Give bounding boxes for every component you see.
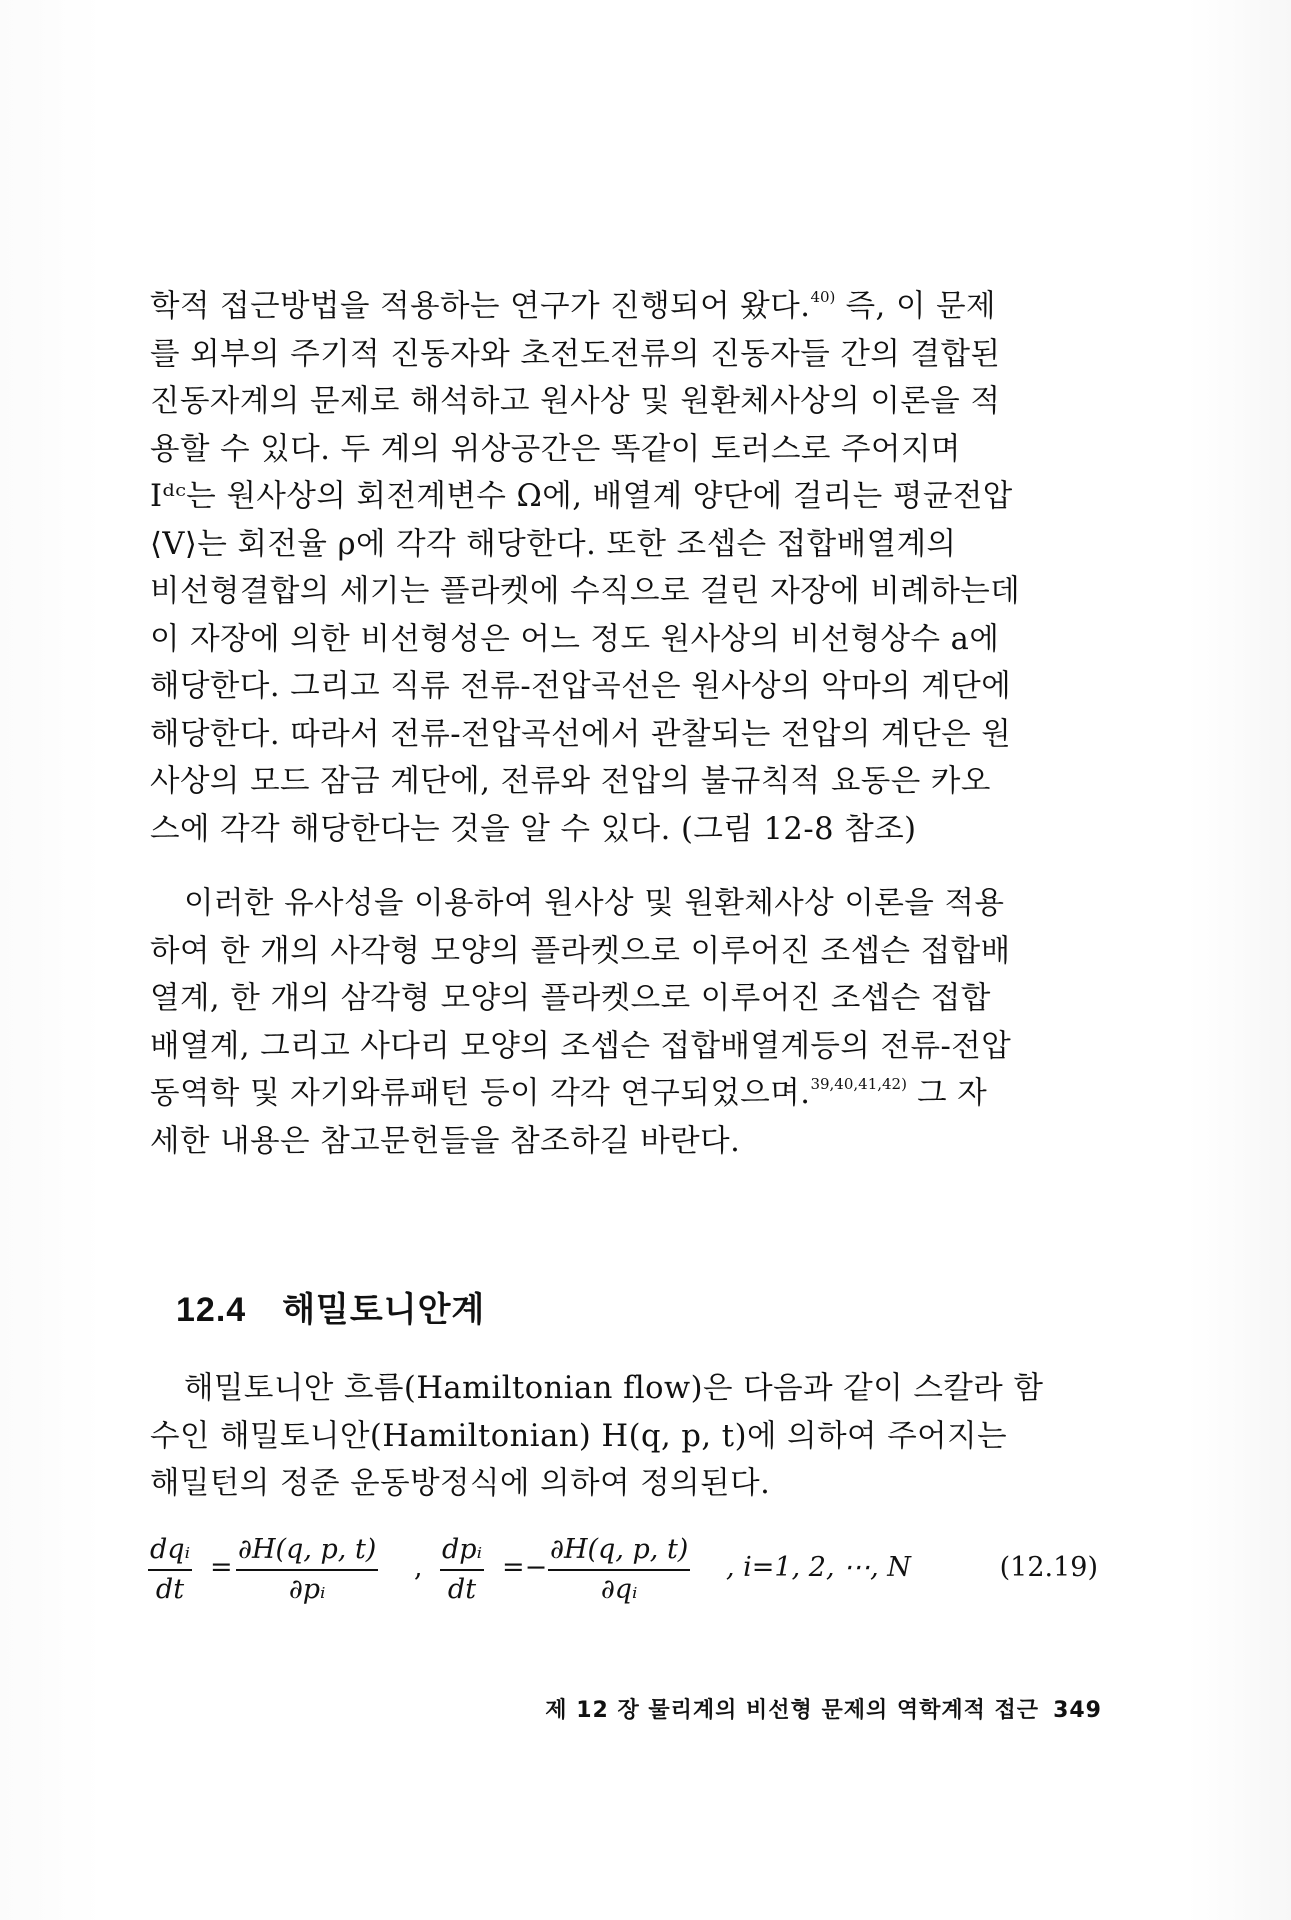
fraction-denominator: dt <box>155 1574 185 1605</box>
running-footer-title: 제 12 장 물리계의 비선형 문제의 역학계적 접근 <box>545 1698 1040 1723</box>
equals-sign: = <box>210 1552 233 1583</box>
text-line: 용할 수 있다. 두 계의 위상공간은 똑같이 토러스로 주어지며 <box>150 431 961 467</box>
text-line: 배열계, 그리고 사다리 모양의 조셉슨 접합배열계등의 전류-전압 <box>150 1028 1012 1064</box>
text-line: ⟨V⟩는 회전율 ρ에 각각 해당한다. 또한 조셉슨 접합배열계의 <box>150 526 957 562</box>
text-line: 해당한다. 그리고 직류 전류-전압곡선은 원사상의 악마의 계단에 <box>150 669 1012 704</box>
text-line: 열계, 한 개의 삼각형 모양의 플라켓으로 이루어진 조셉슨 접합 <box>150 981 991 1016</box>
equation-number: (12.19) <box>999 1552 1098 1583</box>
comma-separator: , <box>414 1552 423 1583</box>
section-heading <box>176 1282 485 1331</box>
text-line: 해밀토니안 흐름(Hamiltonian flow)은 다음과 같이 스칼라 함 <box>184 1371 1044 1406</box>
page-footer <box>545 1693 1102 1724</box>
text-line: 세한 내용은 참고문헌들을 참조하길 바란다. <box>150 1123 741 1159</box>
fraction-denominator: ∂pᵢ <box>288 1574 326 1605</box>
text-line: 수인 해밀토니안(Hamiltonian) H(q, p, t)에 의하여 주어지는 <box>150 1418 1008 1454</box>
section-number: 12.4 <box>176 1291 247 1329</box>
text-line: 를 외부의 주기적 진동자와 초전도전류의 진동자들 간의 결합된 <box>150 336 1001 372</box>
reference-marker: 40) <box>810 288 836 306</box>
equals-minus-sign: =− <box>502 1552 548 1583</box>
text-line: 해당한다. 따라서 전류-전압곡선에서 관찰되는 전압의 계단은 원 <box>150 716 1012 752</box>
paragraph-2 <box>150 880 1100 1165</box>
index-range: , i=1, 2, ⋯, N <box>726 1552 911 1583</box>
page-number: 349 <box>1053 1698 1102 1723</box>
fraction-numerator: ∂H(q, p, t) <box>236 1533 378 1571</box>
text-line: 진동자계의 문제로 해석하고 원사상 및 원환체사상의 이론을 적 <box>150 384 1001 419</box>
text-line: 이러한 유사성을 이용하여 원사상 및 원환체사상 이론을 적용 <box>184 886 1005 921</box>
fraction-dq-dt <box>148 1533 192 1607</box>
text-line <box>150 283 1100 331</box>
equation-12-19 <box>148 1533 1108 1623</box>
fraction-numerator: dpᵢ <box>440 1533 484 1571</box>
reference-marker: 39,40,41,42) <box>810 1075 907 1093</box>
fraction-denominator: dt <box>447 1574 477 1605</box>
fraction-dH-dp <box>236 1533 378 1607</box>
fraction-dp-dt <box>440 1533 484 1607</box>
text-span: 즉, 이 문제 <box>835 289 997 324</box>
text-line: 사상의 모드 잠금 계단에, 전류와 전압의 불규칙적 요동은 카오 <box>150 764 991 799</box>
text-line <box>150 1070 1100 1118</box>
text-line: 스에 각각 해당한다는 것을 알 수 있다. (그림 12-8 참조) <box>150 811 917 847</box>
section-title: 해밀토니안계 <box>282 1291 486 1329</box>
text-line: 하여 한 개의 사각형 모양의 플라켓으로 이루어진 조셉슨 접합배 <box>150 933 1011 969</box>
text-span: 그 자 <box>906 1076 988 1111</box>
fraction-dH-dq <box>548 1533 690 1607</box>
fraction-numerator: ∂H(q, p, t) <box>548 1533 690 1571</box>
text-line: Iᵈᶜ는 원사상의 회전계변수 Ω에, 배열계 양단에 걸리는 평균전압 <box>150 479 1013 514</box>
paragraph-3 <box>150 1365 1100 1508</box>
text-span: 동역학 및 자기와류패턴 등이 각각 연구되었으며. <box>150 1076 811 1111</box>
text-line: 이 자장에 의한 비선형성은 어느 정도 원사상의 비선형상수 a에 <box>150 621 1000 657</box>
text-line: 비선형결합의 세기는 플라켓에 수직으로 걸린 자장에 비례하는데 <box>150 574 1021 609</box>
text-line: 해밀턴의 정준 운동방정식에 의하여 정의된다. <box>150 1466 771 1501</box>
fraction-numerator: dqᵢ <box>148 1533 192 1571</box>
paragraph-1 <box>150 283 1100 853</box>
text-span: 학적 접근방법을 적용하는 연구가 진행되어 왔다. <box>150 289 811 324</box>
fraction-denominator: ∂qᵢ <box>600 1574 638 1605</box>
